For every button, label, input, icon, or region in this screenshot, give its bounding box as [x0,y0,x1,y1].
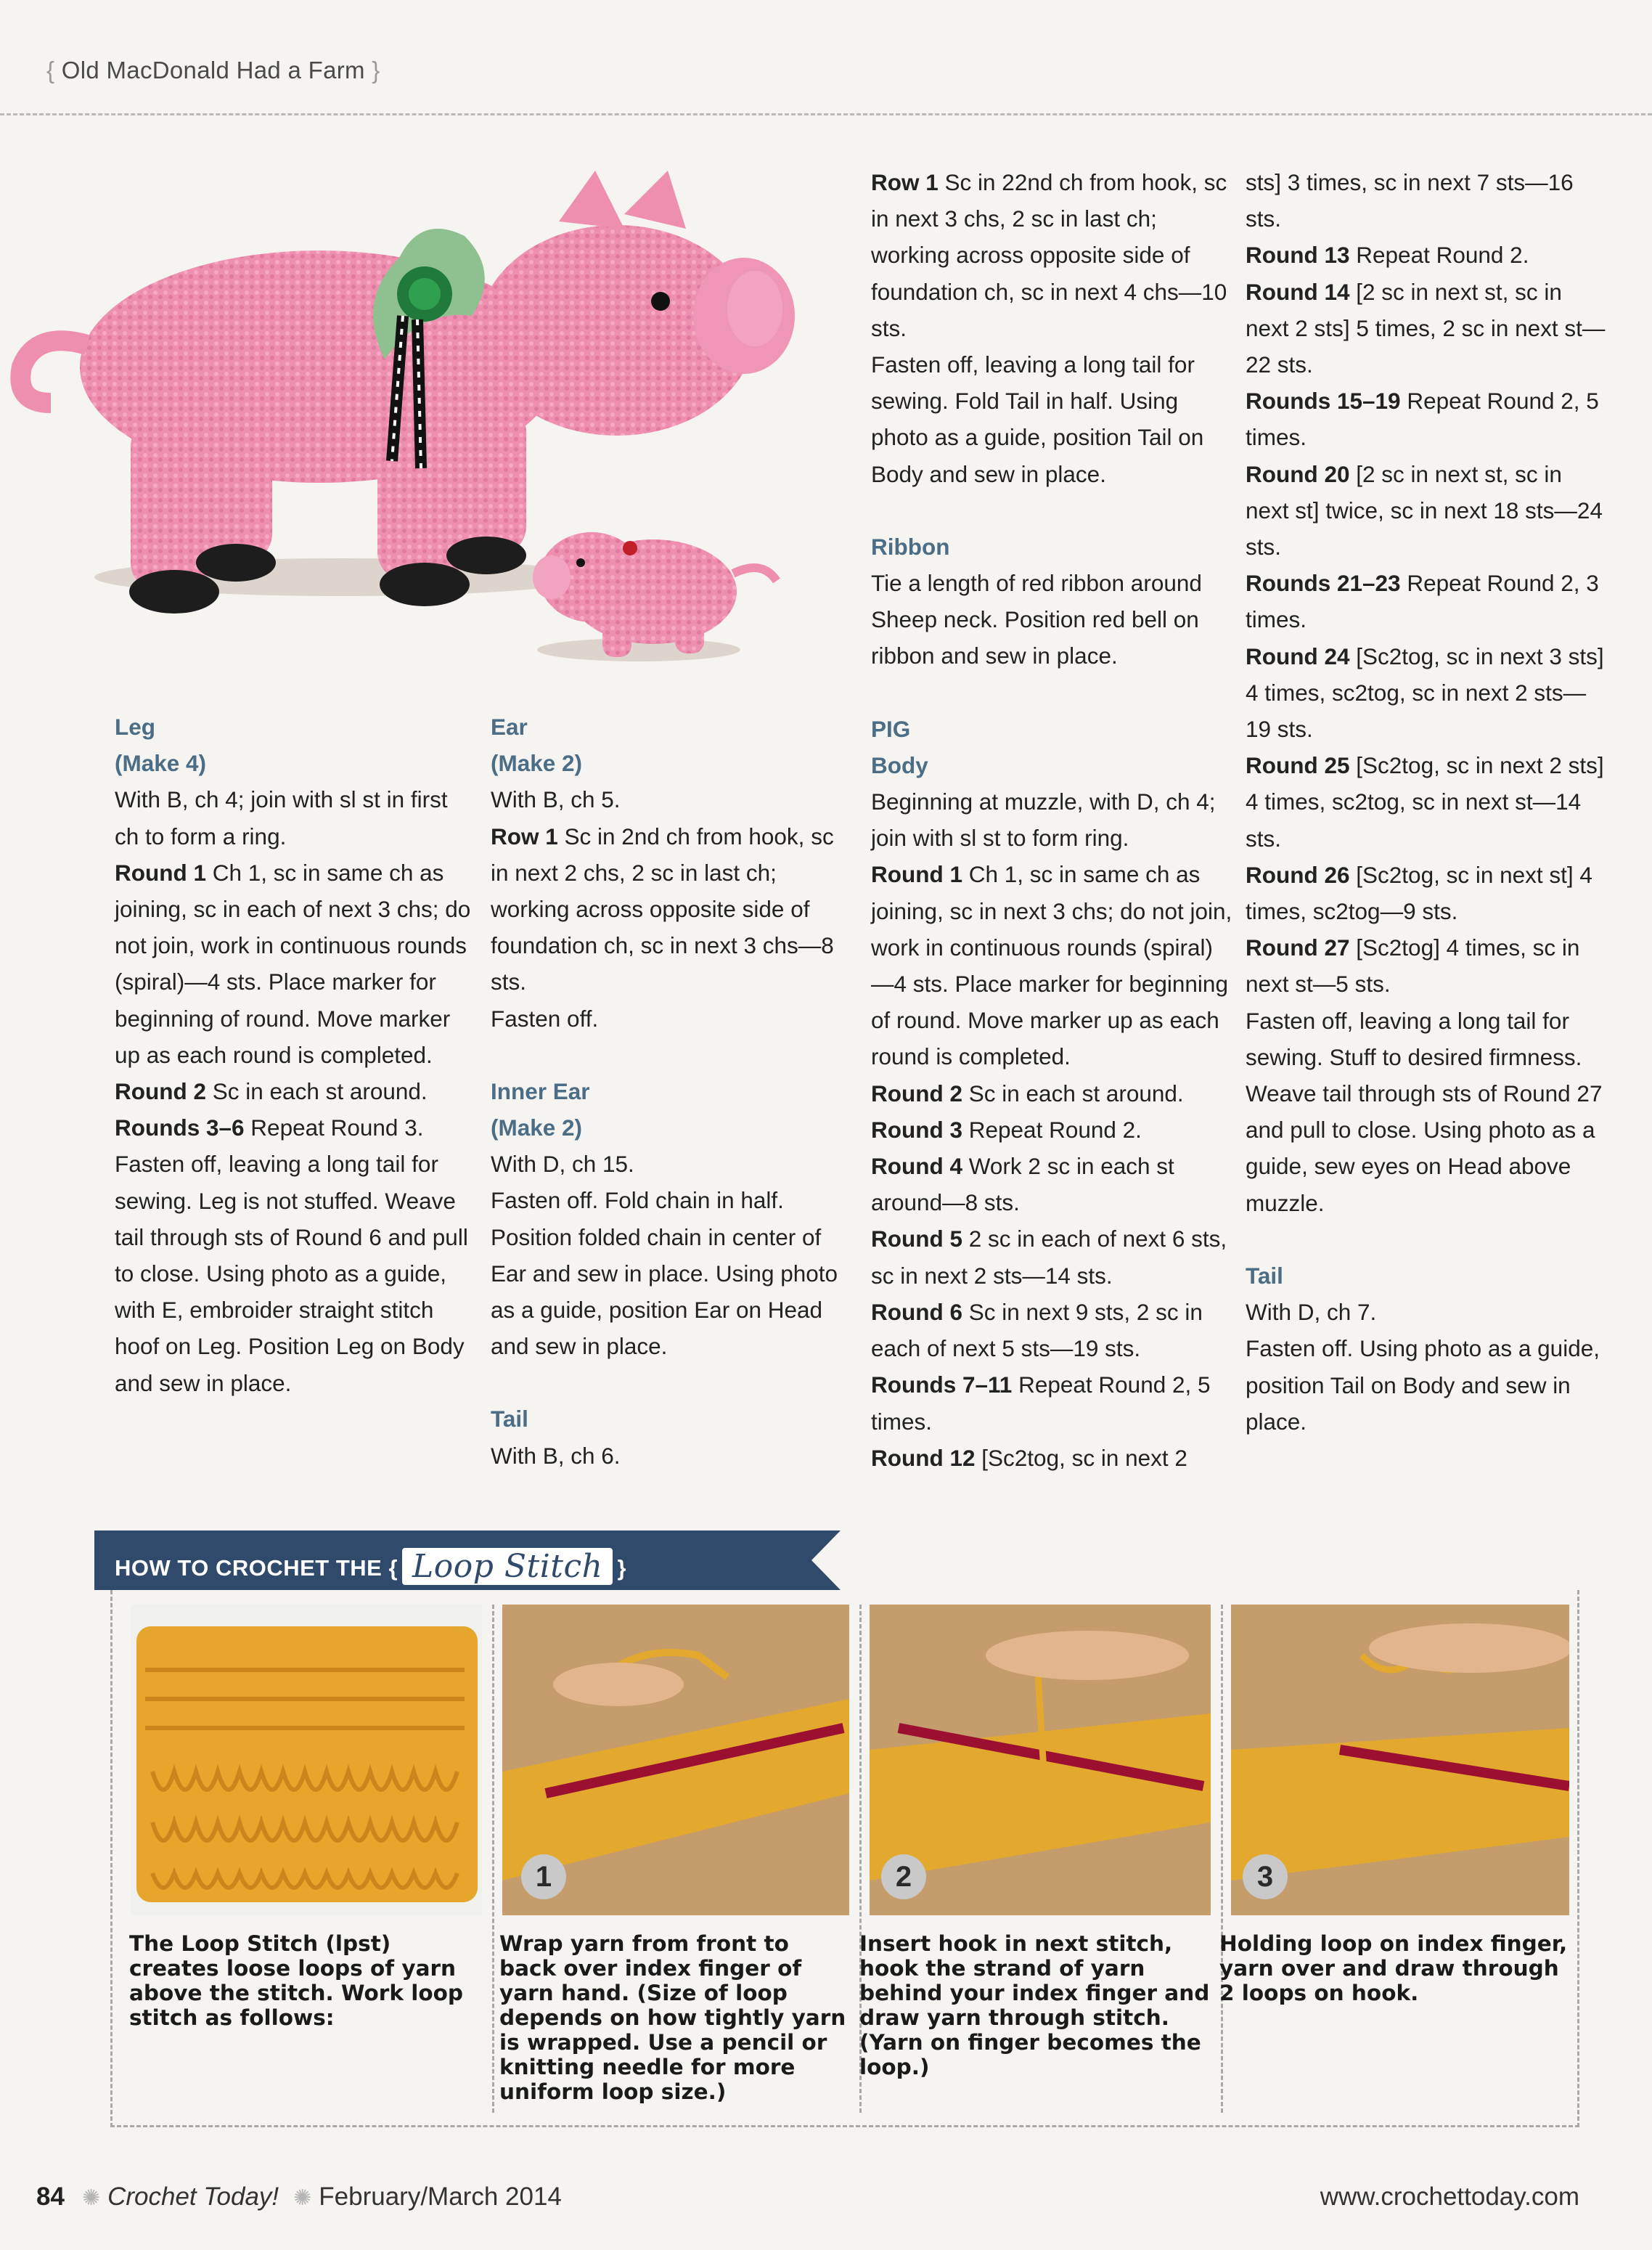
step-divider [492,1605,494,2113]
pig-round-2: Round 2 Sc in each st around. [871,1080,1184,1106]
running-header-title: Old MacDonald Had a Farm [61,57,365,83]
tail-row-1: Row 1 Sc in 22nd ch from hook, sc in next 3 chs, 2 sc in last ch; working across opposite side of foundation ch, sc in next 4 chs—10 sts. [871,169,1227,341]
magazine-name: Crochet Today! [107,2182,279,2211]
pig-finish: Fasten off, leaving a long tail for sewing. Stuff to desired firmness. Weave tail through sts of Round 27 and pull to close. Using photo as a guide, sew eyes on Head above muzzle. [1246,1007,1603,1216]
tail-finish: Fasten off, leaving a long tail for sewing. Fold Tail in half. Using photo as a guide, position Tail on Body and sew in place. [871,351,1204,487]
ear-intro: With B, ch 5. [491,786,621,813]
tail-d-title: Tail [1246,1262,1283,1289]
inner-ear-intro: With D, ch 15. [491,1151,634,1178]
pig-round-5: Round 5 2 sc in each of next 6 sts, sc in next 2 sts—14 sts. [871,1226,1227,1289]
step-2-badge: 2 [881,1854,926,1899]
tail-d-finish: Fasten off. Using photo as a guide, position Tail on Body and sew in place. [1246,1335,1600,1435]
ear-finish: Fasten off. [491,1005,599,1032]
ear-column [491,709,854,1474]
tail-b-title: Tail [491,1406,528,1432]
pig-round-14: Round 14 [2 sc in next st, sc in next 2 sts] 5 times, 2 sc in next st—22 sts. [1246,278,1606,378]
pig-round-27: Round 27 [Sc2tog] 4 times, sc in next st—5 sts. [1246,934,1580,998]
pig-round-12: Round 12 [Sc2tog, sc in next 2 [871,1444,1187,1471]
ribbon-text: Tie a length of red ribbon around Sheep neck. Position red bell on ribbon and sew in place. [871,570,1202,669]
pig-photo [0,127,856,701]
banner-notch [811,1530,841,1590]
inner-ear-finish: Fasten off. Fold chain in half. Position folded chain in center of Ear and sew in place. Using photo as a guide, position Ear on Head and sew in place. [491,1187,838,1360]
pig-round-4: Round 4 Work 2 sc in each st around—8 sts. [871,1153,1174,1216]
pig-round-1: Round 1 Ch 1, sc in same ch as joining, sc in next 3 chs; do not join, work in continuous rounds (spiral)—4 sts. Place marker for beginning of round. Move marker up as each round is completed. [871,861,1232,1070]
ear-row-1: Row 1 Sc in 2nd ch from hook, sc in next 2 chs, 2 sc in last ch; working across opposite side of foundation ch, sc in next 3 chs—8 sts. [491,823,834,995]
pig-rounds-7-11: Rounds 7–11 Repeat Round 2, 5 times. [871,1371,1211,1435]
leg-round-1: Round 1 Ch 1, sc in same ch as joining, sc in each of next 3 chs; do not join, work in continuous rounds (spiral)—4 sts. Place marker for beginning of round. Move marker up as each round is completed. [115,859,471,1068]
loop-stitch-script: Loop Stitch [402,1548,613,1585]
tail-b-intro: With B, ch 6. [491,1442,621,1469]
leg-title: Leg [115,714,156,740]
pig-round-26: Round 26 [Sc2tog, sc in next st] 4 times, sc2tog—9 sts. [1246,861,1592,925]
tail-d-intro: With D, ch 7. [1246,1299,1377,1326]
ear-title: Ear [491,714,528,740]
pig-round-13: Round 13 Repeat Round 2. [1246,242,1529,269]
pig-rounds-15-19: Rounds 15–19 Repeat Round 2, 5 times. [1246,388,1599,451]
loop-stitch-banner-title: HOW TO CROCHET THE { Loop Stitch } [115,1548,627,1585]
pig-intro: Beginning at muzzle, with D, ch 4; join with sl st to form ring. [871,788,1216,852]
leg-rounds-3-6: Rounds 3–6 Repeat Round 3. [115,1114,424,1141]
pig-column-1 [871,164,1234,1476]
leg-finish: Fasten off, leaving a long tail for sewing. Leg is not stuffed. Weave tail through sts of Round 6 and pull to close. Using photo as a guide, with E, embroider straight stitch hoof on Leg. Position Leg on Body and sew in place. [115,1151,468,1396]
header-divider [0,113,1652,115]
pig-rounds-21-23: Rounds 21–23 Repeat Round 2, 3 times. [1246,570,1599,633]
inner-ear-title: Inner Ear [491,1077,590,1104]
pig-round-3: Round 3 Repeat Round 2. [871,1116,1142,1143]
website-url[interactable]: www.crochettoday.com [1320,2182,1579,2211]
inner-ear-make: (Make 2) [491,1114,583,1141]
pig-round-25: Round 25 [Sc2tog, sc in next 2 sts] 4 times, sc2tog, sc in next st—14 sts. [1246,752,1604,852]
pig-round-12-cont: sts] 3 times, sc in next 7 sts—16 sts. [1246,169,1574,232]
loop-stitch-banner [94,1530,811,1590]
running-header: { Old MacDonald Had a Farm } [46,57,380,83]
leg-make: (Make 4) [115,750,207,777]
ear-make: (Make 2) [491,750,583,777]
pig-round-20: Round 20 [2 sc in next st, sc in next st] twice, sc in next 18 sts—24 sts. [1246,460,1603,561]
step-divider [1221,1605,1223,2113]
loop-step-3-caption: Holding loop on index finger, yarn over and draw through 2 loops on hook. [1219,1931,1568,2005]
pig-round-24: Round 24 [Sc2tog, sc in next 3 sts] 4 times, sc2tog, sc in next 2 sts—19 sts. [1246,643,1604,743]
ribbon-title: Ribbon [871,533,950,560]
issue-date: February/March 2014 [319,2182,562,2211]
leg-round-2: Round 2 Sc in each st around. [115,1078,428,1105]
loop-step-2-caption: Insert hook in next stitch, hook the strand of yarn behind your index finger and draw yarn through stitch. (Yarn on finger becomes the loop.) [859,1931,1210,2079]
page-number: 84 [36,2182,65,2211]
loop-stitch-swatch-photo [131,1605,482,1915]
pig-title: PIG [871,715,911,742]
loop-step-1-caption: Wrap yarn from front to back over index finger of yarn hand. (Size of loop depends on how tightly yarn is wrapped. Use a pencil or knitting needle for more uniform loop size.) [499,1931,846,2104]
pig-body-title: Body [871,751,928,778]
loop-intro-caption: The Loop Stitch (lpst) creates loose loops of yarn above the stitch. Work loop stitch as follows: [129,1931,463,2030]
step-1-badge: 1 [521,1854,566,1899]
step-3-badge: 3 [1243,1854,1288,1899]
leg-intro: With B, ch 4; join with sl st in first ch to form a ring. [115,786,448,849]
page-footer: 84 ✺ Crochet Today! ✺ February/March 2014 [36,2182,562,2211]
pig-round-6: Round 6 Sc in next 9 sts, 2 sc in each of next 5 sts—19 sts. [871,1298,1203,1362]
pig-column-2 [1246,164,1608,1440]
leg-column [115,709,478,1401]
